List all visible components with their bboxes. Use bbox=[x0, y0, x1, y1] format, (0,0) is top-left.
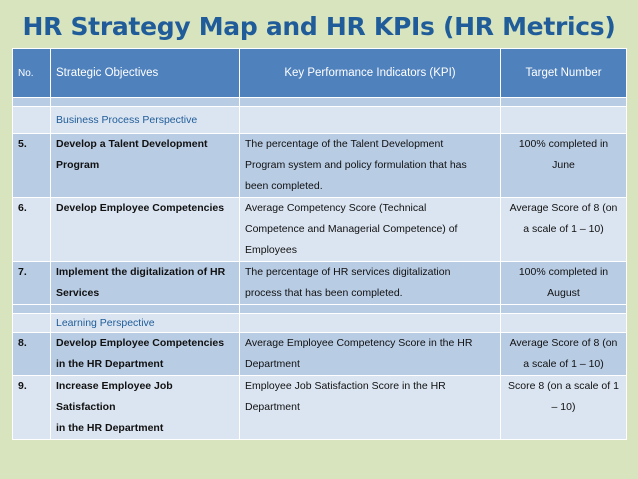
table-row bbox=[13, 333, 627, 376]
objective-cell: Develop a Talent Development Program bbox=[51, 134, 240, 198]
target-cell: Average Score of 8 (on a scale of 1 – 10) bbox=[501, 333, 627, 376]
target-cell: Score 8 (on a scale of 1 – 10) bbox=[501, 376, 627, 440]
page-title: HR Strategy Map and HR KPIs (HR Metrics) bbox=[22, 12, 616, 41]
table-row bbox=[13, 376, 627, 440]
section-label-business: Business Process Perspective bbox=[51, 107, 240, 134]
header-no: No. bbox=[13, 49, 51, 98]
row-number: 8. bbox=[13, 333, 51, 376]
objective-cell: Implement the digitalization of HR Services bbox=[51, 262, 240, 305]
spacer-row bbox=[13, 305, 627, 314]
kpi-cell: Average Employee Competency Score in the HR Department bbox=[240, 333, 501, 376]
kpi-cell: The percentage of the Talent Development Program system and policy formulation that has been completed. bbox=[240, 134, 501, 198]
section-row-business bbox=[13, 107, 627, 134]
objective-cell: Develop Employee Competencies in the HR Department bbox=[51, 333, 240, 376]
header-objectives: Strategic Objectives bbox=[51, 49, 240, 98]
row-number: 6. bbox=[13, 198, 51, 262]
section-label-learning: Learning Perspective bbox=[51, 314, 240, 333]
table-header-row bbox=[13, 49, 627, 98]
row-number: 9. bbox=[13, 376, 51, 440]
section-row-learning bbox=[13, 314, 627, 333]
header-target: Target Number bbox=[501, 49, 627, 98]
spacer-row bbox=[13, 98, 627, 107]
kpi-cell: The percentage of HR services digitalization process that has been completed. bbox=[240, 262, 501, 305]
objective-cell: Increase Employee Job Satisfaction in the HR Department bbox=[51, 376, 240, 440]
kpi-table bbox=[12, 48, 627, 440]
row-number: 5. bbox=[13, 134, 51, 198]
objective-cell: Develop Employee Competencies bbox=[51, 198, 240, 262]
target-cell: Average Score of 8 (on a scale of 1 – 10) bbox=[501, 198, 627, 262]
header-kpi: Key Performance Indicators (KPI) bbox=[240, 49, 501, 98]
target-cell: 100% completed in June bbox=[501, 134, 627, 198]
target-cell: 100% completed in August bbox=[501, 262, 627, 305]
kpi-cell: Employee Job Satisfaction Score in the HR Department bbox=[240, 376, 501, 440]
table-row bbox=[13, 134, 627, 198]
table-row bbox=[13, 198, 627, 262]
kpi-cell: Average Competency Score (Technical Competence and Managerial Competence) of Employees bbox=[240, 198, 501, 262]
table-row bbox=[13, 262, 627, 305]
row-number: 7. bbox=[13, 262, 51, 305]
